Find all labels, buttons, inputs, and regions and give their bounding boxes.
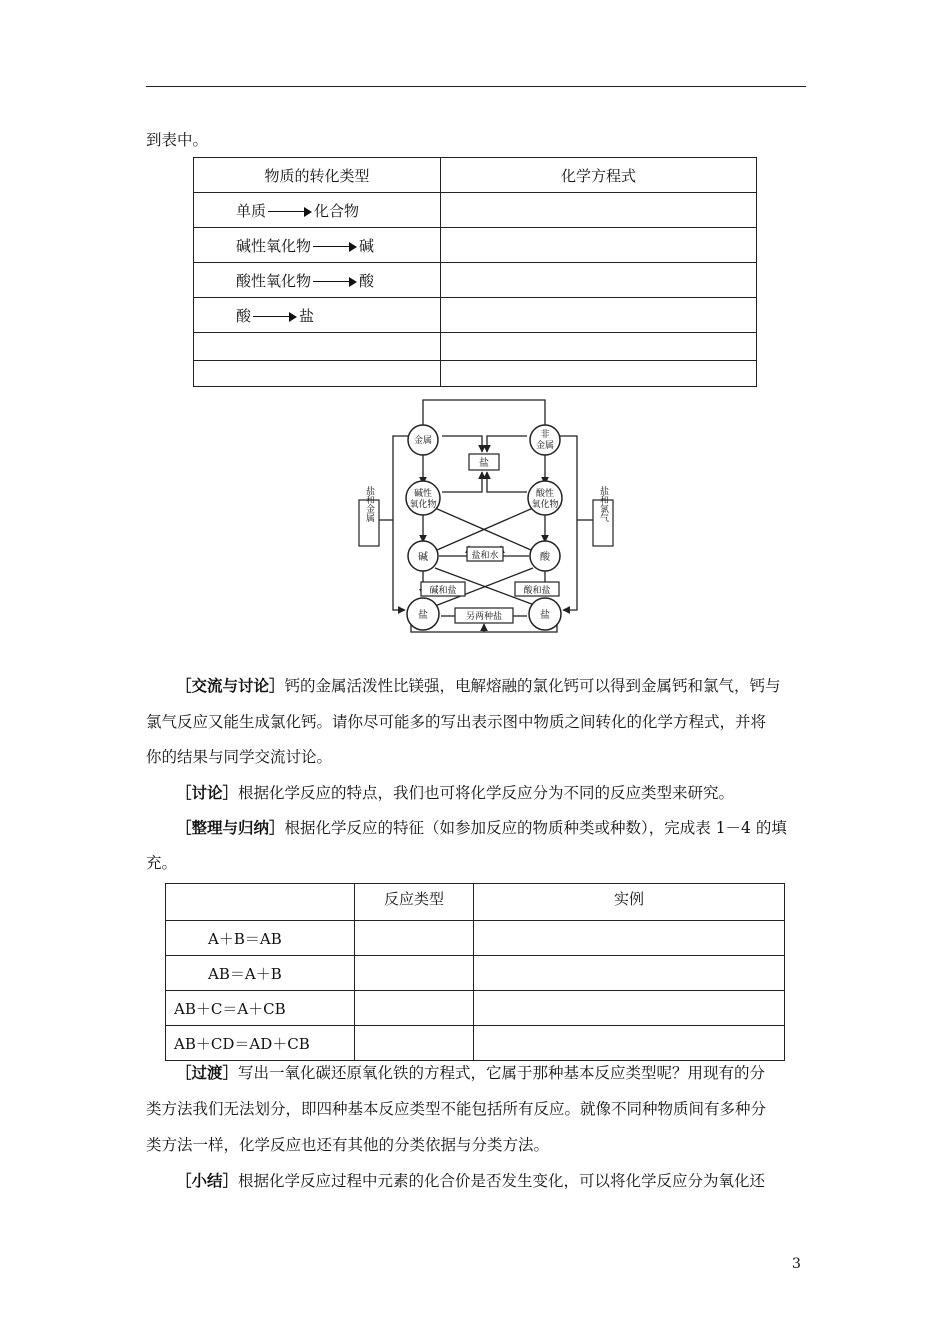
- discussion-line-1: [176, 676, 781, 696]
- table2-formula: A＋B＝AB: [166, 921, 355, 956]
- header-rule: [146, 86, 806, 87]
- table1-empty-cell[interactable]: [194, 361, 441, 387]
- discussion-line-2: 氯气反应又能生成氯化钙。请你尽可能多的写出表示图中物质之间转化的化学方程式，并将: [146, 713, 767, 731]
- side-label-left: 盐和金属: [364, 486, 374, 522]
- conclusion-label: ［小结］: [176, 1171, 239, 1190]
- table1-row-conversion: [194, 298, 441, 333]
- table2-example-cell[interactable]: [474, 956, 785, 991]
- table2-header-blank: [166, 884, 355, 921]
- table2-type-cell[interactable]: [355, 1026, 474, 1061]
- transition-line-1: [176, 1063, 765, 1083]
- table1-empty-cell[interactable]: [441, 361, 757, 387]
- node-base: 碱: [418, 552, 428, 563]
- table2-example-cell[interactable]: [474, 1026, 785, 1061]
- conversion-from: 碱性氧化物: [236, 236, 312, 255]
- box-salt-water: 盐和水: [471, 551, 499, 561]
- substance-conversion-diagram: [355, 392, 635, 636]
- node-nonmetal-top: 非: [540, 430, 550, 440]
- talk-paragraph: [176, 783, 734, 803]
- table1-row-conversion: [194, 263, 441, 298]
- arrow-icon: [313, 277, 357, 287]
- table2-type-cell[interactable]: [355, 956, 474, 991]
- node-acidic-oxide-bottom: 氧化物: [531, 500, 559, 510]
- side-label-right: 盐和氯气: [598, 486, 608, 522]
- talk-label: ［讨论］: [176, 783, 239, 802]
- arrow-icon: [268, 207, 312, 217]
- table1-row-conversion: [194, 193, 441, 228]
- transition-line-2: 类方法我们无法划分，即四种基本反应类型不能包括所有反应。就像不同种物质间有多种分: [146, 1100, 767, 1118]
- box-base-salt: 碱和盐: [429, 586, 457, 596]
- summary-line-2: 充。: [146, 854, 178, 872]
- node-salt-right: 盐: [540, 610, 550, 621]
- arrow-icon: [253, 312, 297, 322]
- node-nonmetal-bottom: 金属: [535, 441, 555, 451]
- table2-header-type: 反应类型: [355, 884, 474, 921]
- transition-text: 写出一氧化碳还原氧化铁的方程式，它属于那种基本反应类型呢？用现有的分: [238, 1064, 766, 1082]
- conclusion-paragraph: [176, 1171, 765, 1191]
- table1-equation-cell[interactable]: [441, 298, 757, 333]
- discussion-line-3: 你的结果与同学交流讨论。: [146, 748, 333, 766]
- conversion-to: 碱: [359, 236, 375, 255]
- table2-type-cell[interactable]: [355, 991, 474, 1026]
- discussion-label: ［交流与讨论］: [176, 676, 285, 695]
- box-two-salts: 另两种盐: [465, 612, 503, 622]
- table1-equation-cell[interactable]: [441, 228, 757, 263]
- table2-example-cell[interactable]: [474, 991, 785, 1026]
- conversion-to: 化合物: [314, 201, 360, 220]
- conversion-from: 单质: [236, 201, 267, 220]
- table1-equation-cell[interactable]: [441, 193, 757, 228]
- summary-text: 根据化学反应的特征（如参加反应的物质种类或种数），完成表 1－4 的填: [284, 819, 787, 837]
- discussion-text: 钙的金属活泼性比镁强，电解熔融的氯化钙可以得到金属钙和氯气，钙与: [284, 677, 781, 695]
- node-acid: 酸: [540, 552, 550, 563]
- node-salt-center: 盐: [479, 458, 489, 469]
- conversion-to: 盐: [299, 306, 315, 325]
- table1-header-equation: 化学方程式: [441, 158, 757, 193]
- node-basic-oxide-bottom: 氧化物: [409, 500, 437, 510]
- conclusion-text: 根据化学反应过程中元素的化合价是否发生变化，可以将化学反应分为氧化还: [238, 1172, 766, 1190]
- table1-row-conversion: [194, 228, 441, 263]
- summary-line-1: [176, 818, 787, 838]
- conversion-table: [193, 157, 757, 387]
- page-number: 3: [792, 1256, 801, 1272]
- table2-formula: AB＋CD＝AD＋CB: [166, 1026, 355, 1061]
- table1-equation-cell[interactable]: [441, 263, 757, 298]
- node-salt-left: 盐: [418, 610, 428, 621]
- table2-header-example: 实例: [474, 884, 785, 921]
- reaction-type-table: [165, 883, 785, 1061]
- table2-formula: AB＝A＋B: [166, 956, 355, 991]
- summary-label: ［整理与归纳］: [176, 818, 285, 837]
- table1-empty-cell[interactable]: [441, 333, 757, 361]
- table1-empty-cell[interactable]: [194, 333, 441, 361]
- node-metal: 金属: [413, 436, 433, 446]
- intro-text: 到表中。: [146, 131, 209, 149]
- transition-line-3: 类方法一样，化学反应也还有其他的分类依据与分类方法。: [146, 1136, 550, 1154]
- conversion-to: 酸: [359, 271, 375, 290]
- node-acidic-oxide-top: 酸性: [535, 489, 555, 499]
- box-acid-salt: 酸和盐: [523, 586, 551, 596]
- conversion-from: 酸性氧化物: [236, 271, 312, 290]
- table2-example-cell[interactable]: [474, 921, 785, 956]
- transition-label: ［过渡］: [176, 1063, 239, 1082]
- node-basic-oxide-top: 碱性: [413, 489, 433, 499]
- table2-type-cell[interactable]: [355, 921, 474, 956]
- conversion-from: 酸: [236, 306, 252, 325]
- table1-header-type: 物质的转化类型: [194, 158, 441, 193]
- arrow-icon: [313, 242, 357, 252]
- talk-text: 根据化学反应的特点，我们也可将化学反应分为不同的反应类型来研究。: [238, 784, 735, 802]
- table2-formula: AB＋C＝A＋CB: [166, 991, 355, 1026]
